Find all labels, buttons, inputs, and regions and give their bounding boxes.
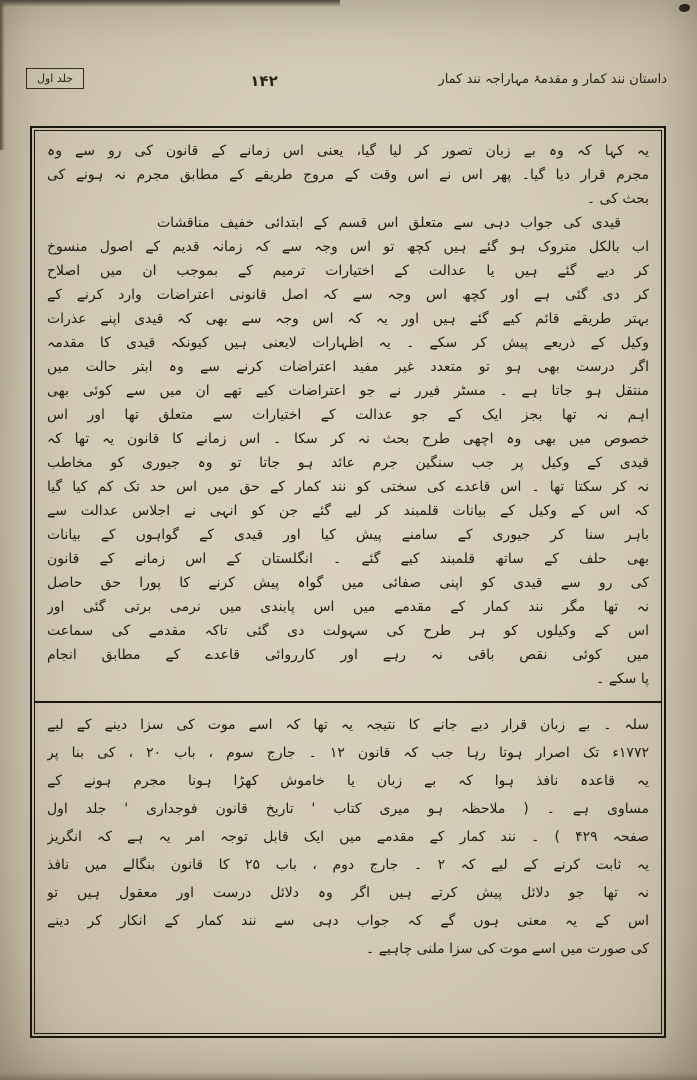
page-number: ۱۴۲ — [250, 72, 278, 90]
footnote-line: یہ ثابت کرنے کے لیے کہ ۲ ۔ جارج دوم ، باب ۲۵ کا قانون بنگالے میں نافذ — [47, 857, 649, 873]
main-text-block — [47, 139, 649, 691]
text-line: وکیل کے ذریعے پیش کر سکے ۔ یہ اظہارات لایعنی ہیں کیونکہ قیدی کا مقدمہ — [47, 335, 649, 351]
footnote-line: کی صورت میں اسے موت کی سزا ملنی چاہیے ۔ — [365, 941, 649, 957]
main-text-frame-inner — [34, 130, 662, 1034]
scan-artifact-top-edge — [0, 0, 340, 7]
text-line: میں کوئی نقص باقی نہ رہے اور کارروائی قاعدے کے مطابق انجام — [47, 647, 649, 663]
running-header-title: داستان نند کمار و مقدمۂ مہاراجہ نند کمار — [438, 72, 667, 87]
text-line: اب بالکل متروک ہو گئے ہیں کچھ تو اس وجہ سے کہ زمانہ قدیم کے اصول منسوخ — [47, 239, 649, 255]
text-line: اگر درست بھی ہو تو متعدد غیر مفید اعتراضات کرنے سے وہ ابتر حالت میں — [47, 359, 649, 375]
footnote-divider — [35, 701, 661, 703]
text-line: خصوص میں بھی وہ اچھی طرح بحث نہ کر سکا ۔ اس زمانے کا قانون یہ تھا کہ — [47, 431, 649, 447]
text-line: نہ کر سکتا تھا ۔ اس قاعدے کی سختی کو نند کمار کے حق میں اس حد تک کم کیا گیا — [47, 479, 649, 495]
text-line: پا سکے ۔ — [596, 671, 649, 687]
text-line: کہ اس کے وکیل کے بیانات قلمبند کر لیے گئے جن کو انہی نے اجلاس عدالت سے — [47, 503, 649, 519]
text-line: قیدی کی جواب دہی سے متعلق اس قسم کے ابتدائی خفیف مناقشات — [157, 215, 621, 231]
text-line: کی رو سے قیدی کو اپنی صفائی میں گواہ پیش کرنے کا پورا حق حاصل — [47, 575, 649, 591]
text-line: بحث کی ۔ — [586, 191, 649, 207]
footnote-line: نہ تھا جو دلائل پیش کرتے ہیں اگر وہ دلائل درست اور معقول ہیں تو — [47, 885, 649, 901]
footnote-line: صفحہ ۴۲۹ ) ۔ نند کمار کے مقدمے میں ایک قابل توجہ امر یہ ہے کہ انگریز — [47, 829, 649, 845]
footnote-line: مساوی ہے ۔ ( ملاحظہ ہو میری کتاب ' تاریخ قانون فوجداری ' جلد اول — [47, 801, 649, 817]
text-line: باہر سنا کر جیوری کے سامنے پیش کیا اور قیدی کے گواہوں کے بیانات — [47, 527, 649, 543]
footnote-line: سلہ ۔ بے زبان قرار دیے جانے کا نتیجہ یہ تھا کہ اسے موت کی سزا دینے کے لیے — [47, 717, 649, 733]
text-line: اس کے وکیلوں کو ہر طرح کی سہولت دی گئی تاکہ مقدمے کی سماعت — [47, 623, 649, 639]
footnote-line: ۱۷۷۲ء تک اصرار ہوتا رہا جب کہ قانون ۱۲ ۔ جارج سوم ، باب ۲۰ ، کی بنا پر — [47, 745, 649, 761]
text-line: کر دی گئی ہے اور کچھ اس وجہ سے کہ اصل قانونی اعتراضات وارد کرنے کے — [47, 287, 649, 303]
text-line: مجرم قرار دیا گیا۔ پھر اس نے اس وقت کے مروج طریقے کے مطابق مجرم نہ ہونے کی — [47, 167, 649, 183]
footnote-line: اس کے یہ معنی ہوں گے کہ جواب دہی سے نند کمار کے انکار کر دینے — [47, 913, 649, 929]
text-line: اہم نہ تھا بجز ایک کے جو عدالت کے اختیارات سے متعلق تھا اور اس — [47, 407, 649, 423]
footnote-block — [47, 711, 649, 963]
text-line: منتقل ہو جاتا ہے ۔ مسٹر فیرر نے جو اعتراضات کیے تھے ان میں سے کوئی بھی — [47, 383, 649, 399]
scan-artifact-left-edge — [0, 0, 5, 150]
text-line: کر دیے گئے ہیں یا عدالت کے اختیارات ترمیم کے بموجب ان میں اصلاح — [47, 263, 649, 279]
text-line: بھی حلف کے ساتھ قلمبند کیے گئے ۔ انگلستان کے اس زمانے کے قانون — [47, 551, 649, 567]
scan-artifact-bottom-edge — [0, 1072, 697, 1080]
volume-label: جلد اول — [37, 72, 74, 85]
footnote-line: یہ قاعدہ نافذ ہوا کہ بے زبان یا خاموش کھڑا ہونا مجرم ہونے کے — [47, 773, 649, 789]
volume-label-box — [26, 68, 84, 89]
text-line: یہ کہا کہ وہ بے زبان تصور کر لیا گیا، یعنی اس زمانے کے قانون کی رو سے وہ — [47, 143, 649, 159]
text-line: بہتر طریقے قائم کیے گئے ہیں اور یہ کہ اس وجہ سے بھی کہ قیدی اپنے عذرات — [47, 311, 649, 327]
main-text-frame — [30, 126, 666, 1038]
text-line: نہ تھا مگر نند کمار کے مقدمے میں اس پابندی میں نرمی برتی گئی اور — [47, 599, 649, 615]
text-line: قیدی کے وکیل پر جب سنگین جرم عائد ہو جاتا تو وہ جیوری کو مخاطب — [47, 455, 649, 471]
